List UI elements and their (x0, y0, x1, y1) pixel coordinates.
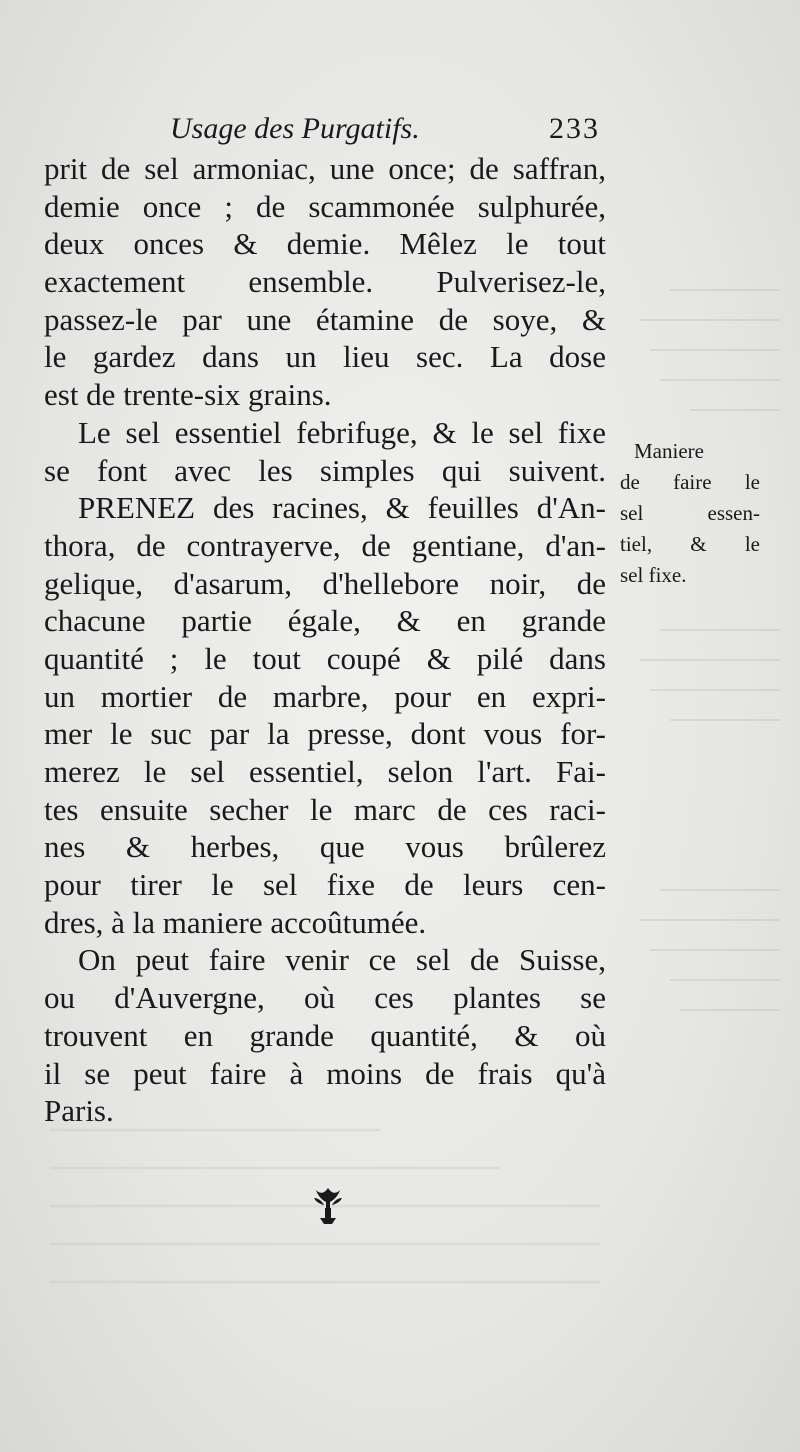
margin-note-line: sel fixe. (620, 563, 687, 587)
text-line: Le sel essentiel febrifuge, & le sel fixe (78, 414, 606, 450)
text-line: le gardez dans un lieu sec. La dose (44, 339, 606, 375)
text-line: il se peut faire à moins de frais qu'à (44, 1055, 606, 1091)
text-line: tes ensuite secher le marc de ces raci- (44, 791, 606, 827)
margin-note-line: de faire le (620, 470, 760, 494)
text-line: Paris. (44, 1093, 114, 1129)
margin-note-line: Maniere (634, 439, 704, 463)
margin-note-line: tiel, & le (620, 532, 760, 556)
text-line: merez le sel essentiel, selon l'art. Fai- (44, 754, 606, 789)
text-line: est de trente-six grains. (44, 377, 332, 413)
text-line: quantité ; le tout coupé & pilé dans (44, 640, 606, 676)
text-line: passez-le par une étamine de soye, & (44, 301, 606, 337)
text-line: trouvent en grande quantité, & où (44, 1017, 606, 1053)
margin-note (620, 436, 760, 591)
text-line: PRENEZ des racines, & feuilles d'An- (78, 490, 606, 526)
text-line: mer le suc par la presse, dont vous for- (44, 716, 606, 752)
text-line: se font avec les simples qui suivent. (44, 452, 606, 488)
text-line: pour tirer le sel fixe de leurs cen- (44, 867, 606, 903)
text-line: On peut faire venir ce sel de Suisse, (78, 942, 606, 978)
text-line: ou d'Auvergne, où ces plantes se (44, 980, 606, 1016)
text-line: demie once ; de scammonée sulphurée, (44, 188, 606, 224)
bleed-through-right (620, 270, 790, 1050)
text-line: thora, de contrayerve, de gentiane, d'an- (44, 527, 606, 563)
text-line: exactement ensemble. Pulverisez-le, (44, 264, 606, 300)
text-line: deux onces & demie. Mêlez le tout (44, 226, 606, 262)
bleed-through-marks (620, 270, 790, 1050)
text-line: dres, à la maniere accoûtumée. (44, 904, 427, 940)
body-text (44, 150, 606, 1130)
text-line: prit de sel armoniac, une once; de saffran, (44, 151, 606, 186)
margin-note-line: sel essen- (620, 501, 760, 525)
text-line: gelique, d'asarum, d'hellebore noir, de (44, 565, 606, 601)
text-line: chacune partie égale, & en grande (44, 603, 606, 639)
text-line: nes & herbes, que vous brûlerez (44, 829, 606, 865)
page-number: 233 (549, 112, 600, 145)
running-header (170, 112, 600, 152)
running-head-title: Usage des Purgatifs. (170, 112, 420, 145)
text-line: un mortier de marbre, pour en expri- (44, 678, 606, 714)
fleuron-ornament-icon (306, 1184, 350, 1228)
